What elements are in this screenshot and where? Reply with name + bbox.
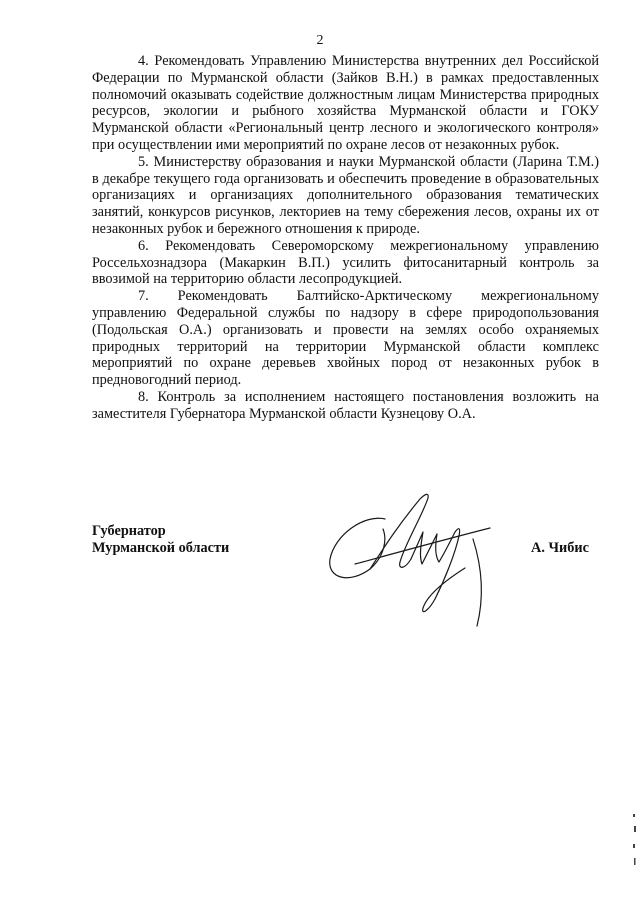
document-body <box>92 53 599 423</box>
paragraph-6: 6. Рекомендовать Североморскому межрегиональному управлению Россельхознадзора (Макаркин В.П.) усилить фитосанитарный контроль за ввозимой на территорию области лесопродукцией. <box>92 237 599 288</box>
paragraph-7: 7. Рекомендовать Балтийско-Арктическому межрегиональному управлению Федеральной службы по надзору в сфере природопользования (Подольская О.А.) организовать и провести на землях особо охраняемых природных территорий на территории Мурманской области комплекс мероприятий по охране деревьев хвойных пород от незаконных рубок в предновогодний период. <box>92 288 599 389</box>
handwritten-signature <box>325 484 495 634</box>
signatory-position-line1: Губернатор <box>92 523 166 539</box>
paragraph-4: 4. Рекомендовать Управлению Министерства внутренних дел Российской Федерации по Мурманской области (Зайков В.Н.) в рамках предоставленных полномочий оказывать содействие должностным лицам Министерства природных ресурсов, экологии и рыбного хозяйства Мурманской области и ГОКУ Мурманской области «Региональный центр лесного и экологического контроля» при осуществлении ими мероприятий по охране лесов от незаконных рубок. <box>92 53 599 153</box>
page-number: 2 <box>316 33 324 48</box>
signatory-position <box>92 523 229 557</box>
paragraph-8: 8. Контроль за исполнением настоящего постановления возложить на заместителя Губернатора Мурманской области Кузнецову О.А. <box>92 388 599 422</box>
scan-edge-artifact <box>626 810 638 870</box>
paragraph-5: 5. Министерству образования и науки Мурманской области (Ларина Т.М.) в декабре текущего года организовать и обеспечить проведение в образовательных организациях и организациях дополнительного образования тематических занятий, конкурсов рисунков, лекториев на тему сбережения лесов, охраны их от незаконных рубок и бережного отношения к природе. <box>92 153 599 237</box>
signatory-position-line2: Мурманской области <box>92 540 230 556</box>
signatory-name: А. Чибис <box>531 540 589 556</box>
